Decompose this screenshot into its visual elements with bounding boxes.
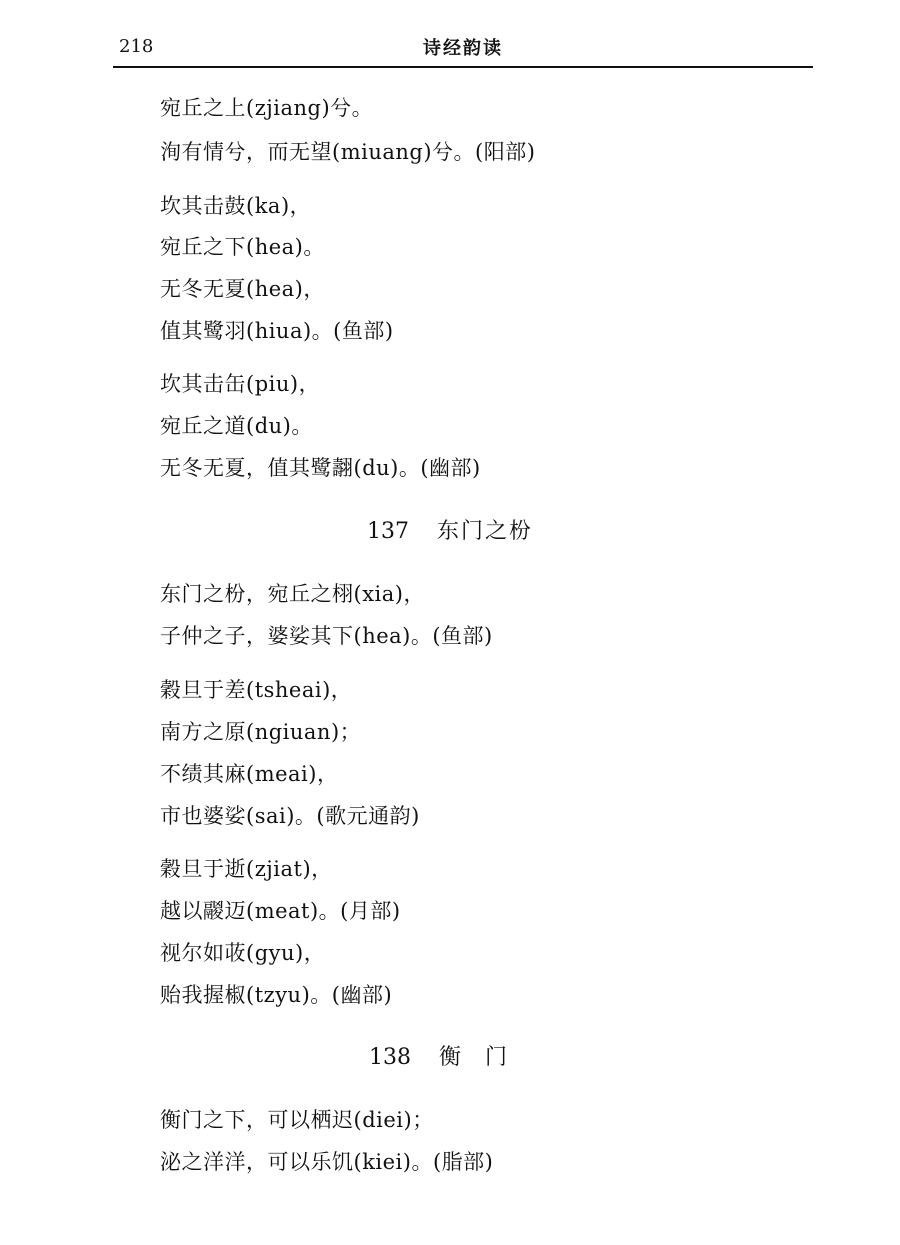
poem-line: 市也婆娑(sai)。(歌元通韵) xyxy=(160,804,420,828)
section-title-137 xyxy=(0,514,900,545)
poem-line: 东门之枌，宛丘之栩(xia)， xyxy=(160,582,425,606)
poem-line: 值其鹭羽(hiua)。(鱼部) xyxy=(160,319,394,343)
page-number: 218 xyxy=(119,36,154,57)
poem-line: 宛丘之道(du)。 xyxy=(160,414,313,438)
poem-line: 坎其击鼓(ka)， xyxy=(160,194,312,218)
poem-line: 无冬无夏(hea)， xyxy=(160,277,325,301)
poem-line: 穀旦于逝(zjiat)， xyxy=(160,857,333,881)
poem-line: 子仲之子，婆娑其下(hea)。(鱼部) xyxy=(160,624,493,648)
poem-line: 坎其击缶(piu)， xyxy=(160,372,321,396)
section-number: 138 xyxy=(368,1045,411,1070)
poem-line: 南方之原(ngiuan)； xyxy=(160,720,362,744)
poem-line: 贻我握椒(tzyu)。(幽部) xyxy=(160,983,393,1007)
page-header xyxy=(113,34,813,68)
poem-line: 衡门之下，可以栖迟(diei)； xyxy=(160,1108,434,1132)
poem-line: 越以鬷迈(meat)。(月部) xyxy=(160,899,401,923)
poem-line: 视尔如荍(gyu)， xyxy=(160,941,326,965)
section-name: 衡门 xyxy=(438,1045,531,1070)
poem-line: 洵有情兮，而无望(miuang)兮。(阳部) xyxy=(160,140,536,164)
poem-line: 不绩其麻(meai)， xyxy=(160,762,339,786)
poem-line: 泌之洋洋，可以乐饥(kiei)。(脂部) xyxy=(160,1150,494,1174)
section-name: 东门之枌 xyxy=(436,519,533,544)
section-number: 137 xyxy=(366,519,409,544)
poem-line: 无冬无夏，值其鹭翿(du)。(幽部) xyxy=(160,456,481,480)
poem-line: 宛丘之下(hea)。 xyxy=(160,235,325,259)
section-title-138 xyxy=(0,1040,900,1071)
poem-line: 穀旦于差(tsheai)， xyxy=(160,678,353,702)
poem-line: 宛丘之上(zjiang)兮。 xyxy=(160,96,374,120)
running-title: 诗经韵读 xyxy=(423,38,503,59)
